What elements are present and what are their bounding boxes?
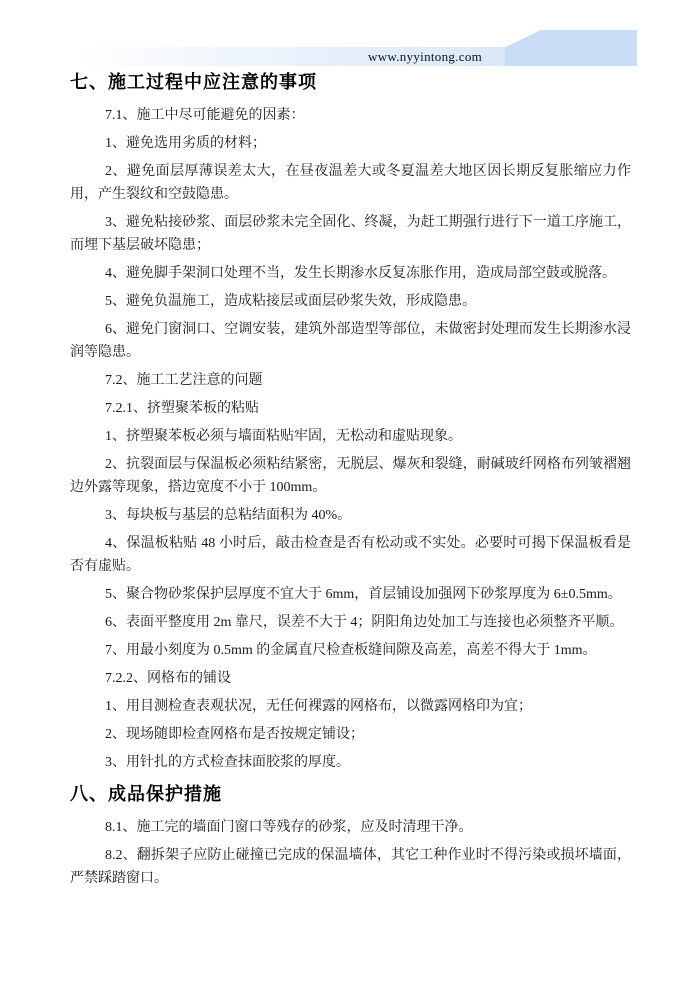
paragraph: 2、抗裂面层与保温板必须粘结紧密，无脱层、爆灰和裂缝，耐碱玻纤网格布列皱褶翘边外露等现象，搭边宽度不小于 100mm。 — [70, 457, 631, 495]
document-content — [70, 70, 631, 895]
paragraph: 3、用针扎的方式检查抹面胶浆的厚度。 — [105, 755, 350, 770]
section-7-heading: 七、施工过程中应注意的事项 — [70, 72, 317, 92]
section-7-paragraphs — [70, 104, 631, 774]
paragraph: 1、避免选用劣质的材料； — [105, 136, 266, 151]
paragraph: 3、每块板与基层的总粘结面积为 40%。 — [105, 508, 352, 523]
paragraph: 7.2、施工工艺注意的问题 — [105, 373, 263, 388]
paragraph: 2、避免面层厚薄误差太大，在昼夜温差大或冬夏温差大地区因长期反复胀缩应力作用，产生裂纹和空鼓隐患。 — [70, 164, 631, 202]
paragraph: 7.2.2、网格布的铺设 — [105, 671, 231, 686]
paragraph: 4、保温板粘贴 48 小时后，敲击检查是否有松动或不实处。必要时可揭下保温板看是否有虚贴。 — [70, 536, 631, 574]
header-band-corner — [505, 30, 637, 66]
paragraph: 1、用目测检查表观状况，无任何裸露的网格布，以微露网格印为宜； — [105, 699, 532, 714]
paragraph: 8.1、施工完的墙面门窗口等残存的砂浆，应及时清理干净。 — [105, 820, 473, 835]
paragraph: 6、表面平整度用 2m 靠尺，误差不大于 4；阴阳角边处加工与连接也必须整齐平顺。 — [105, 615, 624, 630]
paragraph: 7.2.1、挤塑聚苯板的粘贴 — [105, 401, 259, 416]
section-construction-precautions — [70, 70, 631, 774]
page-header — [0, 0, 700, 70]
paragraph: 5、聚合物砂浆保护层厚度不宜大于 6mm，首层铺设加强网下砂浆厚度为 6±0.5mm。 — [105, 587, 622, 602]
paragraph: 3、避免粘接砂浆、面层砂浆未完全固化、终凝，为赶工期强行进行下一道工序施工，而埋下基层破坏隐患； — [70, 215, 631, 253]
header-website-text: www.nyyintong.com — [368, 49, 483, 64]
paragraph: 6、避免门窗洞口、空调安装，建筑外部造型等部位，未做密封处理而发生长期渗水浸润等隐患。 — [70, 322, 631, 360]
paragraph: 8.2、翻拆架子应防止碰撞已完成的保温墙体，其它工种作业时不得污染或损坏墙面，严禁踩踏窗口。 — [70, 848, 631, 886]
section-8-heading: 八、成品保护措施 — [70, 784, 222, 804]
paragraph: 4、避免脚手架洞口处理不当，发生长期渗水反复冻胀作用，造成局部空鼓或脱落。 — [105, 266, 616, 281]
paragraph: 5、避免负温施工，造成粘接层或面层砂浆失效，形成隐患。 — [105, 294, 476, 309]
paragraph: 1、挤塑聚苯板必须与墙面粘贴牢固，无松动和虚贴现象。 — [105, 429, 462, 444]
paragraph: 7、用最小刻度为 0.5mm 的金属直尺检查板缝间隙及高差，高差不得大于 1mm。 — [105, 643, 597, 658]
section-8-paragraphs — [70, 816, 631, 890]
paragraph: 2、现场随即检查网格布是否按规定铺设； — [105, 727, 364, 742]
section-finished-product-protection — [70, 782, 631, 890]
paragraph: 7.1、施工中尽可能避免的因素： — [105, 108, 305, 123]
